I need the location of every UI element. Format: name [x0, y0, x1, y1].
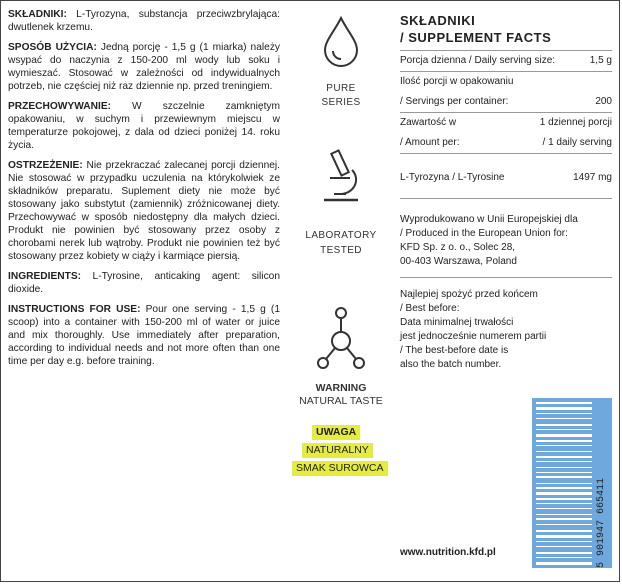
servings-row-2 — [400, 92, 612, 113]
ingredients-heading: INGREDIENTS: — [8, 271, 82, 282]
instructions-paragraph — [8, 303, 280, 368]
content-value-en: / 1 daily serving — [542, 137, 612, 148]
laboratory-label: LABORATORY — [305, 230, 377, 241]
producer-line-3: KFD Sp. z o. o., Solec 28, — [400, 242, 516, 253]
servings-value: 200 — [595, 96, 612, 107]
sposob-heading: SPOSÓB UŻYCIA: — [8, 42, 97, 53]
pure-label: PURE — [326, 83, 356, 94]
ingredient-row — [400, 158, 612, 199]
natural-taste-label: NATURAL TASTE — [299, 395, 383, 407]
content-row-2 — [400, 133, 612, 154]
servings-label-en: / Servings per container: — [400, 96, 509, 107]
producer-block — [400, 213, 612, 269]
skladniki-heading: SKŁADNIKI: — [8, 9, 67, 20]
skladniki-text: L-Tyrozyna, substancja przeciwzbrylająca: dwutlenek krzemu. — [8, 9, 280, 33]
ostrz-text: Nie przekraczać zalecanej porcji dziennej. Nie stosować w przypadku uczulenia na którykolwiek ze składników preparatu. Suplement diety nie może być stosowany jako substytut (zamiennik) zróżnicowanej diety. Przechowywać w sposób niedostępny dla małych dzieci. Produkt nie powinien być stosowany przez osoby z chorobami nerek lub wątroby. Produkt nie powinien też być stosowany przez kobiety w ciąży i karmiące piersią. — [8, 160, 280, 262]
producer-line-2: / Produced in the European Union for: — [400, 228, 568, 239]
right-column — [400, 12, 612, 372]
instructions-text: Pour one serving - 1,5 g (1 scoop) into a container with 150-200 ml of water or juice and mix thoroughly. Use immediately after preparation, according to individual needs and not more often than one time per day e.g. before training. — [8, 304, 280, 367]
content-label-en: / Amount per: — [400, 137, 460, 148]
ingredient-name: L-Tyrozyna / L-Tyrosine — [400, 172, 505, 183]
best-before-line-3: Data minimalnej trwałości — [400, 317, 514, 328]
drop-icon — [316, 14, 366, 68]
ostrz-heading: OSTRZEŻENIE: — [8, 160, 83, 171]
sposob-text: Jedną porcję - 1,5 g (1 miarka) należy wsypać do naczynia z 150-200 ml wody lub soku i wymieszać. Stosować w zależności od indywidualnych potrzeb, nie częściej niż raz dziennie np. przed treningiem. — [8, 42, 281, 92]
smak-highlight: SMAK SUROWCA — [292, 461, 388, 476]
serving-size-label: Porcja dzienna / Daily serving size: — [400, 55, 556, 66]
best-before-line-1: Najlepiej spożyć przed końcem — [400, 289, 538, 300]
producer-line-4: 00-403 Warszawa, Poland — [400, 256, 517, 267]
producer-line-1: Wyprodukowano w Unii Europejskiej dla — [400, 214, 578, 225]
naturalny-highlight: NATURALNY — [302, 443, 373, 458]
ostrz-paragraph — [8, 159, 280, 263]
best-before-line-6: also the batch number. — [400, 359, 502, 370]
content-row-1 — [400, 113, 612, 133]
molecule-icon — [316, 305, 366, 375]
facts-title-en: / SUPPLEMENT FACTS — [400, 30, 552, 45]
microscope-icon — [316, 148, 366, 208]
uwaga-highlight: UWAGA — [312, 425, 360, 440]
przech-paragraph — [8, 100, 280, 152]
tested-label: TESTED — [320, 245, 362, 256]
producer-divider — [400, 277, 612, 278]
content-value-pl: 1 dziennej porcji — [539, 117, 612, 128]
przech-heading: PRZECHOWYWANIE: — [8, 101, 112, 112]
servings-label-pl: Ilość porcji w opakowaniu — [400, 76, 514, 87]
servings-row-1 — [400, 72, 612, 92]
sposob-paragraph — [8, 41, 280, 93]
best-before-line-5: / The best-before date is — [400, 345, 509, 356]
serving-size-value: 1,5 g — [589, 55, 612, 66]
best-before-block — [400, 288, 612, 372]
ingredients-paragraph — [8, 270, 280, 296]
serving-size-row — [400, 51, 612, 72]
skladniki-paragraph — [8, 8, 280, 34]
website-url: www.nutrition.kfd.pl — [400, 547, 496, 558]
best-before-line-2: / Best before: — [400, 303, 460, 314]
content-label-pl: Zawartość w — [400, 117, 457, 128]
warning-block — [288, 382, 394, 408]
instructions-heading: INSTRUCTIONS FOR USE: — [8, 304, 141, 315]
przech-text: W szczelnie zamkniętym opakowaniu, w suchym i przewiewnym miejscu w temperaturze pokojowej, z dala od dzieci poniżej 14. roku życia. — [8, 101, 280, 151]
ingredient-amount: 1497 mg — [573, 172, 612, 183]
ingredients-text: L-Tyrosine, anticaking agent: silicon dioxide. — [8, 271, 280, 295]
facts-title-pl: SKŁADNIKI — [400, 13, 476, 28]
barcode-number: 5 901947 665411 — [596, 477, 607, 568]
left-column — [8, 8, 280, 375]
series-label: SERIES — [321, 97, 361, 108]
warning-label: WARNING — [315, 382, 367, 394]
best-before-line-4: jest jednocześnie numerem partii — [400, 331, 547, 342]
